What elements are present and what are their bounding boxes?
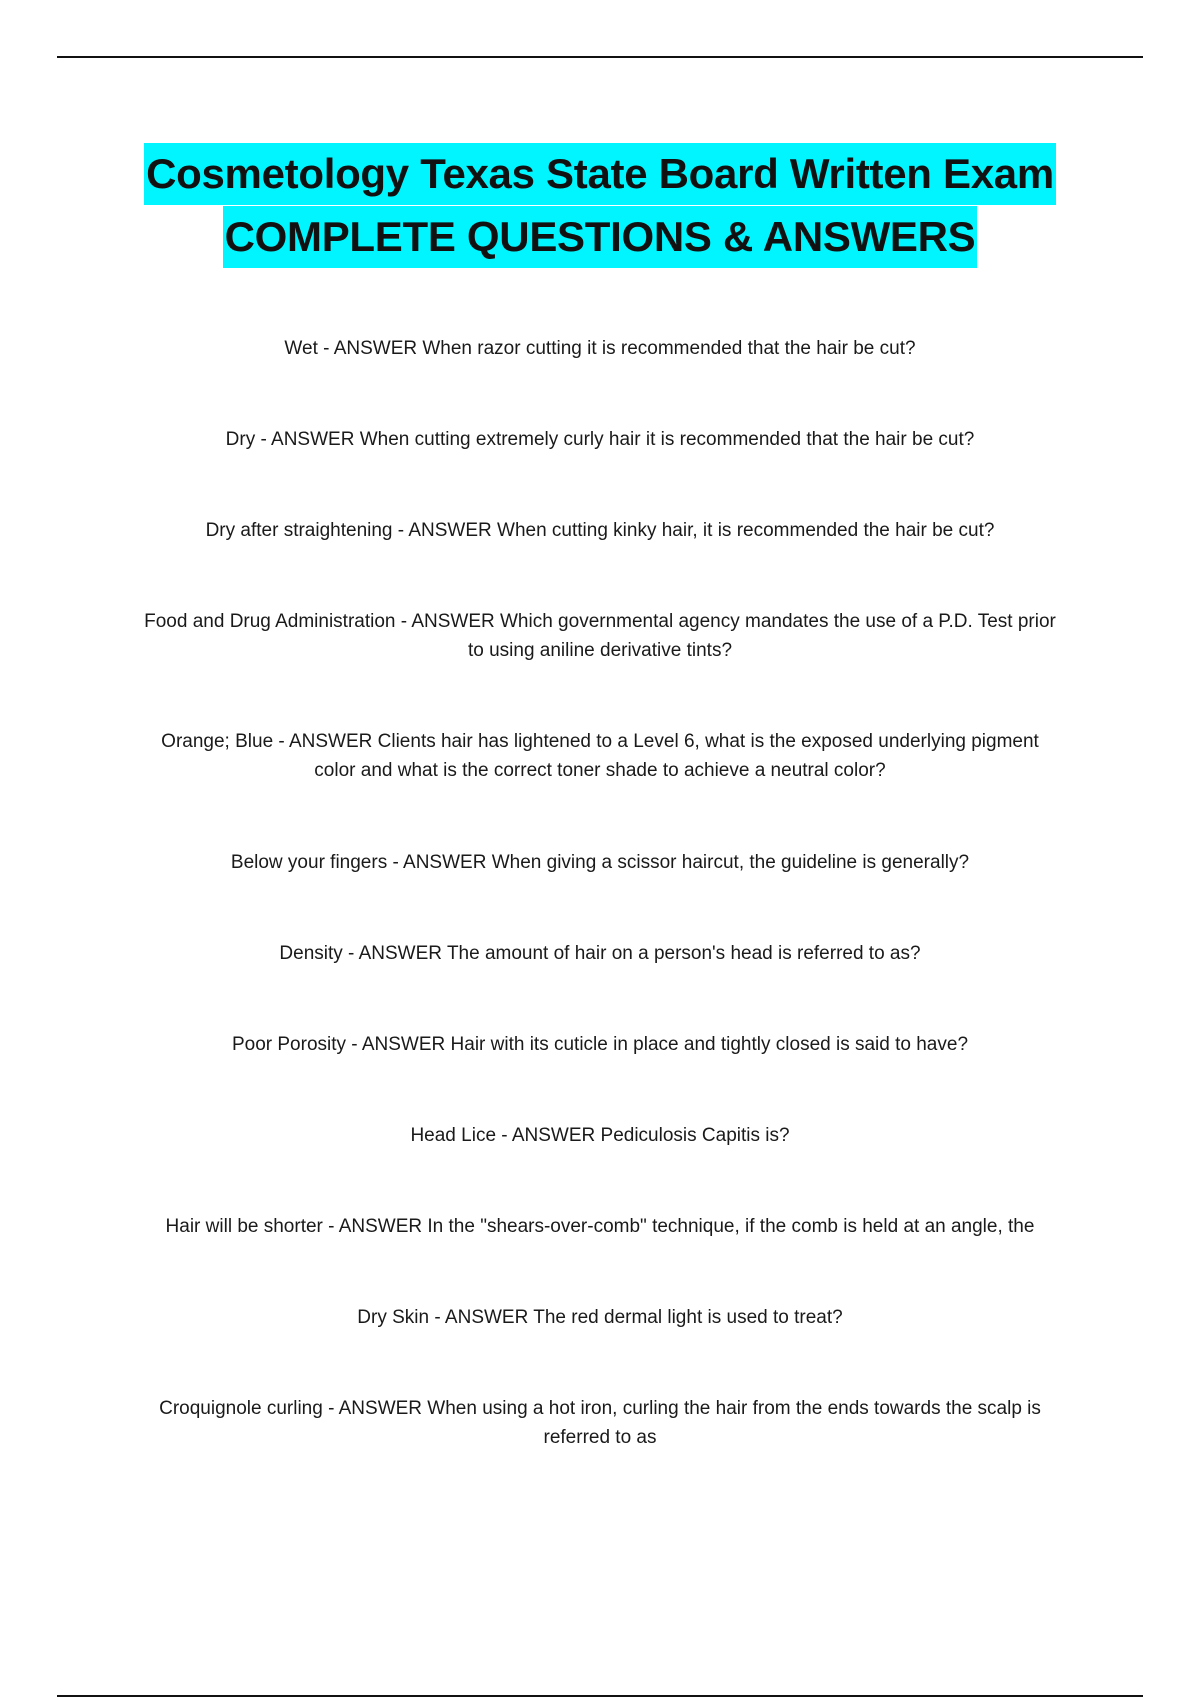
qa-item: Dry - ANSWER When cutting extremely curly hair it is recommended that the hair be cut?: [225, 429, 975, 450]
qa-item: Wet - ANSWER When razor cutting it is recommended that the hair be cut?: [284, 338, 916, 359]
qa-item: Below your fingers - ANSWER When giving a scissor haircut, the guideline is generally?: [230, 852, 970, 873]
document-title: [0, 143, 1200, 268]
qa-item: Croquignole curling - ANSWER When using a hot iron, curling the hair from the ends towards the scalp is referred to as: [159, 1398, 1041, 1448]
qa-item: Poor Porosity - ANSWER Hair with its cuticle in place and tightly closed is said to have?: [231, 1034, 969, 1055]
qa-item: Dry after straightening - ANSWER When cutting kinky hair, it is recommended the hair be cut?: [205, 520, 995, 541]
bottom-rule: [57, 1695, 1143, 1697]
qa-item: Head Lice - ANSWER Pediculosis Capitis is?: [410, 1125, 790, 1146]
top-rule: [57, 56, 1143, 58]
title-line-2: COMPLETE QUESTIONS & ANSWERS: [223, 206, 978, 268]
qa-item: Dry Skin - ANSWER The red dermal light is used to treat?: [357, 1307, 843, 1328]
qa-item: Orange; Blue - ANSWER Clients hair has lightened to a Level 6, what is the exposed underlying pigment color and what is the correct toner shade to achieve a neutral color?: [161, 731, 1039, 781]
qa-item: Food and Drug Administration - ANSWER Which governmental agency mandates the use of a P.D. Test prior to using aniline derivative tints?: [144, 611, 1056, 661]
qa-item: Density - ANSWER The amount of hair on a person's head is referred to as?: [279, 943, 921, 964]
title-line-1: Cosmetology Texas State Board Written Exam: [144, 143, 1056, 205]
qa-item: Hair will be shorter - ANSWER In the "shears-over-comb" technique, if the comb is held at an angle, the: [165, 1216, 1035, 1237]
